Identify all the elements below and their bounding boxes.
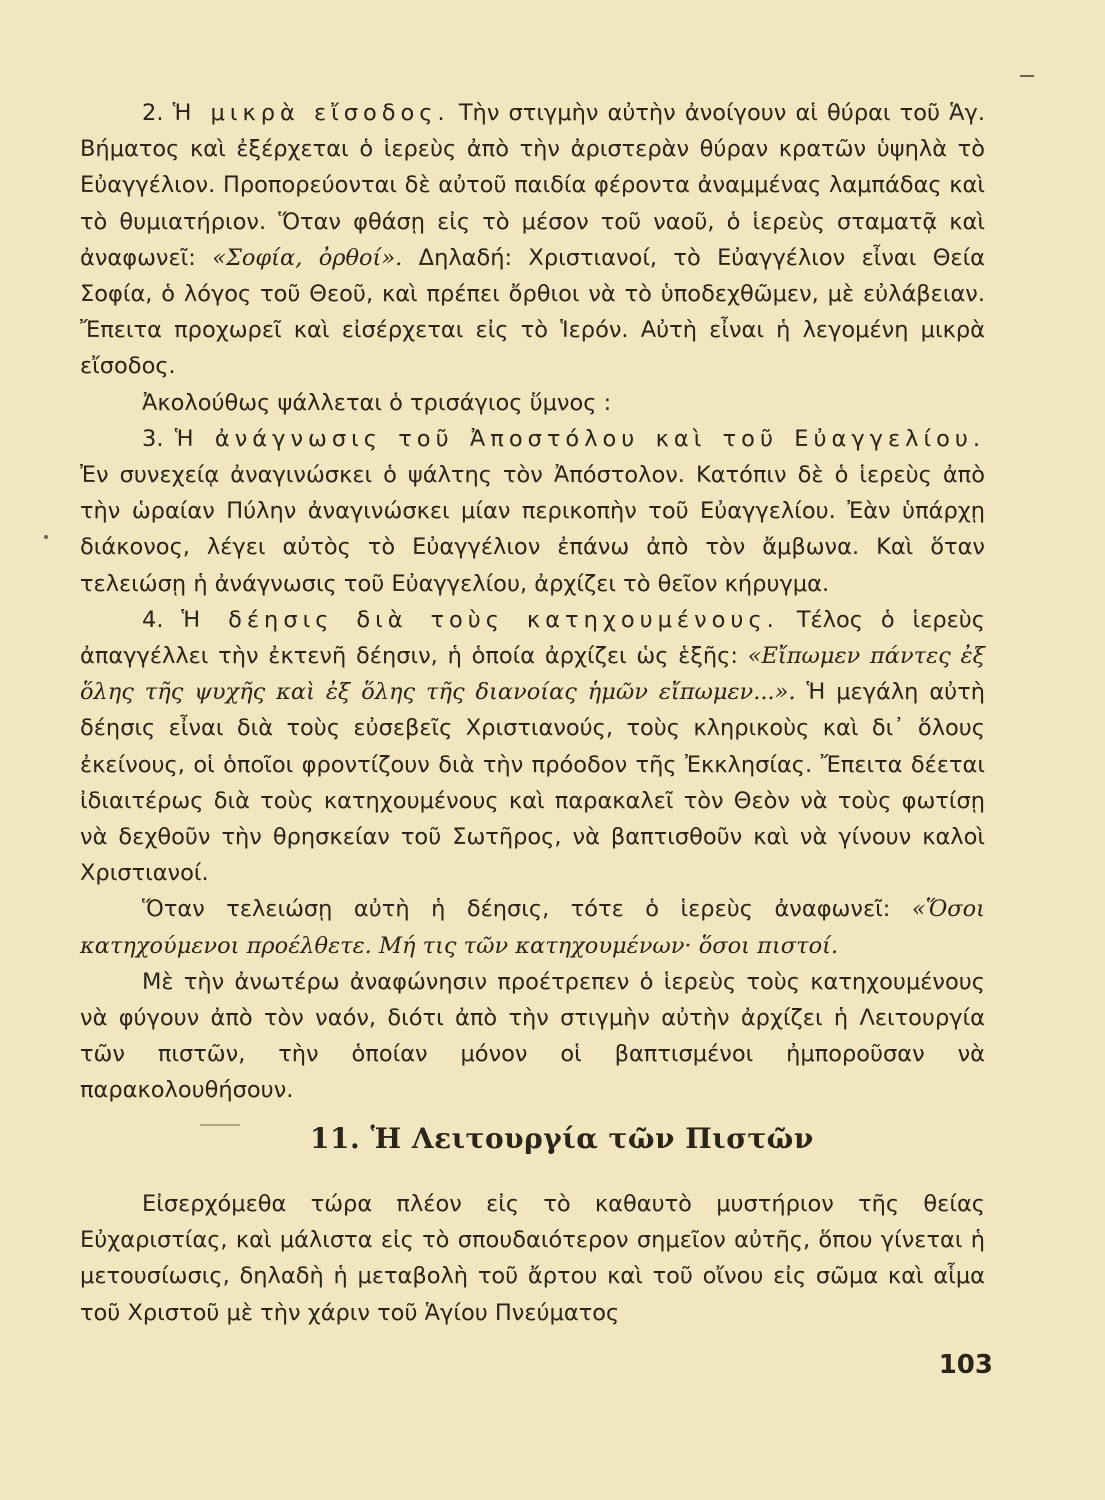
section-3-title: Ἡ ἀνάγνωσις τοῦ Ἀποστόλου καὶ τοῦ Εὐαγγελίου. [174, 425, 986, 452]
trisagion-line: Ἀκολούθως ψάλλεται ὁ τρισάγιος ὕμνος : [142, 389, 612, 416]
dismissal-quote: «Ὅσοι κατηχούμενοι προέλθετε. Μή τις τῶν κατηχουμένων· ὅσοι πιστοί. [80, 896, 985, 959]
section-heading: 11. Ἡ Λειτουργία τῶν Πιστῶν [310, 1122, 814, 1155]
section-2-number: 2. [142, 100, 164, 126]
page-number: 103 [938, 1350, 993, 1380]
main-text [80, 95, 985, 1109]
section-4-title: Ἡ δέησις διὰ τοὺς κατηχουμένους. [181, 606, 779, 633]
final-paragraph: Εἰσερχόμεθα τώρα πλέον εἰς τὸ καθαυτὸ μυστήριον τῆς θείας Εὐχαριστίας, καὶ μάλιστα εἰς τὸ σπουδαιότερον σημεῖον αὐτῆς, ὅπου γίνεται ἡ μετουσίωσις, δηλαδὴ ἡ μεταβολὴ τοῦ ἄρτου καὶ τοῦ οἴνου εἰς σῶμα καὶ αἷμα τοῦ Χριστοῦ μὲ τὴν χάριν τοῦ Ἁγίου Πνεύματος [80, 1191, 985, 1326]
section-2 [80, 95, 985, 385]
section-4 [80, 602, 985, 892]
section-4-quote: «Εἴπωμεν πάντες ἐξ ὅλης τῆς ψυχῆς καὶ ἐξ ὅλης τῆς διανοίας ἡμῶν εἴπωμεν...». [80, 643, 985, 706]
ink-speck [44, 535, 48, 539]
section-2-text-2: Δηλαδή: Χριστιανοί, τὸ Εὐαγγέλιον εἶναι Θεία Σοφία, ὁ λόγος τοῦ Θεοῦ, καὶ πρέπει ὄρθιοι νὰ τὸ ὑποδεχθῶμεν, μὲ εὐλάβειαν. Ἔπειτα προχωρεῖ καὶ εἰσέρχεται εἰς τὸ Ἱερόν. Αὐτὴ εἶναι ἡ λεγομένη μικρὰ εἴσοδος. [80, 244, 986, 380]
section-2-quote: «Σοφία, ὀρθοί». [212, 244, 403, 271]
section-4-number: 4. [142, 606, 164, 633]
section-4-text-2: Ἡ μεγάλη αὐτὴ δέησις εἶναι διὰ τοὺς εὐσεβεῖς Χριστιανούς, τοὺς κληρικοὺς καὶ δι᾿ ὅλους ἐκείνους, οἱ ὁποῖοι φροντίζουν διὰ τὴν πρόοδον τῆς Ἐκκλησίας. Ἔπειτα δέεται ἰδιαιτέρως διὰ τοὺς κατηχουμένους καὶ παρακαλεῖ τὸν Θεὸν νὰ τοὺς φωτίσῃ νὰ δεχθοῦν τὴν θρησκείαν τοῦ Σωτῆρος, νὰ βαπτισθοῦν καὶ νὰ γίνουν καλοὶ Χριστιανοί. [80, 679, 986, 887]
ink-speck [1020, 75, 1034, 77]
ink-dash [200, 1124, 240, 1126]
section-3-number: 3. [142, 425, 164, 452]
explanation-paragraph: Μὲ τὴν ἀνωτέρω ἀναφώνησιν προέτρεπεν ὁ ἱερεὺς τοὺς κατηχουμένους νὰ φύγουν ἀπὸ τὸν ναόν, διότι ἀπὸ τὴν στιγμὴν αὐτὴν ἀρχίζει ἡ Λειτουργία τῶν πιστῶν, τὴν ὁποίαν μόνον οἱ βαπτισμένοι ἠμποροῦσαν νὰ παρακολουθήσουν. [80, 968, 985, 1104]
section-3-text: Ἐν συνεχείᾳ ἀναγινώσκει ὁ ψάλτης τὸν Ἀπόστολον. Κατόπιν δὲ ὁ ἱερεὺς ἀπὸ τὴν ὡραίαν Πύλην ἀναγινώσκει μίαν περικοπὴν τοῦ Εὐαγγελίου. Ἐὰν ὑπάρχῃ διάκονος, λέγει αὐτὸς τὸ Εὐαγγέλιον ἐπάνω ἀπὸ τὸν ἄμβωνα. Καὶ ὅταν τελειώσῃ ἡ ἀνάγνωσις τοῦ Εὐαγγελίου, ἀρχίζει τὸ θεῖον κήρυγμα. [80, 462, 985, 597]
section-4-text: Τέλος ὁ ἱερεὺς ἀπαγγέλλει τὴν ἐκτενῆ δέησιν, ἡ ὁποία ἀρχίζει ὡς ἑξῆς: [80, 606, 985, 670]
dismissal-text: Ὅταν τελειώσῃ αὐτὴ ἡ δέησις, τότε ὁ ἱερεὺς ἀναφωνεῖ: [142, 896, 891, 923]
section-3 [80, 421, 985, 602]
section-2-text: Τὴν στιγμὴν αὐτὴν ἀνοίγουν αἱ θύραι τοῦ Ἁγ. Βήματος καὶ ἐξέρχεται ὁ ἱερεὺς ἀπὸ τὴν ἀριστερὰν θύραν κρατῶν ὑψηλὰ τὸ Εὐαγγέλιον. Προπορεύονται δὲ αὐτοῦ παιδία φέροντα ἀναμμένας λαμπάδας καὶ τὸ θυμιατήριον. Ὅταν φθάσῃ εἰς τὸ μέσον τοῦ ναοῦ, ὁ ἱερεὺς σταματᾷ καὶ ἀναφωνεῖ: [80, 100, 985, 271]
section-2-title: Ἡ μικρὰ εἴσοδος. [172, 100, 450, 126]
dismissal-paragraph [80, 891, 985, 963]
final-text [80, 1186, 985, 1331]
